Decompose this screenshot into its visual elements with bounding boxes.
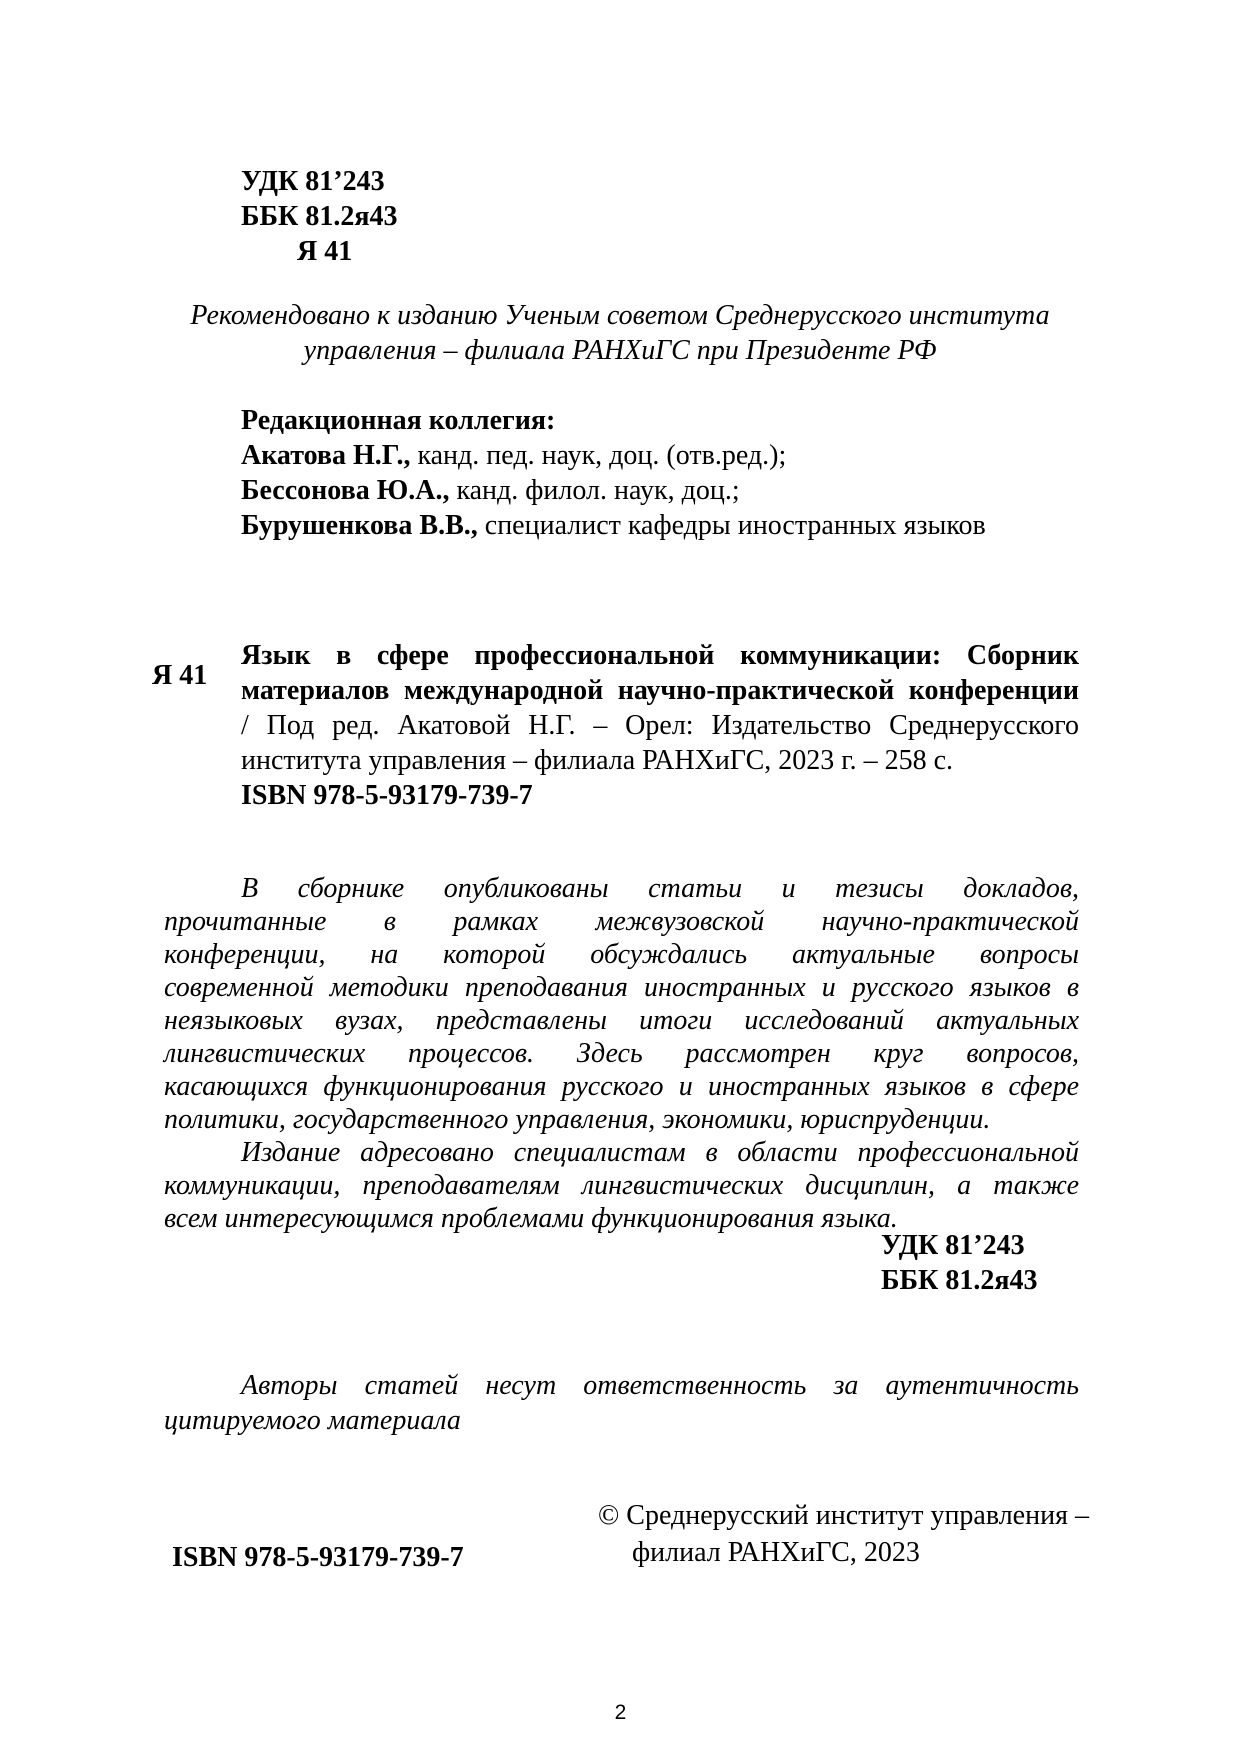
abstract-line: политики, государственного управления, экономики, юриспруденции. — [164, 1104, 991, 1135]
udk-code: УДК 81’243 — [881, 1230, 1025, 1261]
editor-entry — [241, 508, 986, 543]
authors-responsibility-note — [164, 1368, 1079, 1438]
editor-name: Бурушенкова В.В., — [241, 510, 478, 541]
publication-details-line-1: / Под ред. Акатовой Н.Г. – Орел: Издательство Среднерусского — [241, 710, 1079, 741]
isbn-bottom: ISBN 978-5-93179-739-7 — [172, 1542, 464, 1573]
author-mark: Я 41 — [297, 236, 353, 267]
page-number: 2 — [614, 1701, 627, 1724]
bibliographic-author-mark: Я 41 — [152, 660, 208, 691]
book-title-line-2: материалов международной научно-практической конференции — [241, 675, 1079, 706]
recommendation-line-2: управления – филиала РАНХиГС при Президенте РФ — [303, 335, 937, 366]
editorial-board — [241, 403, 986, 543]
publication-details-line-2: института управления – филиала РАНХиГС, 2023 г. – 258 с. — [241, 745, 954, 776]
copyright-line-1: © Среднерусский институт управления – — [598, 1500, 1089, 1531]
copyright-line-2: филиал РАНХиГС, 2023 — [632, 1537, 920, 1568]
editor-name: Бессонова Ю.А., — [241, 475, 450, 506]
isbn: ISBN 978-5-93179-739-7 — [241, 780, 533, 811]
abstract-line: неязыковых вузах, представлены итоги исследований актуальных — [164, 1005, 1079, 1036]
book-title-line-1: Язык в сфере профессиональной коммуникации: Сборник — [241, 640, 1079, 671]
abstract-line: В сборнике опубликованы статьи и тезисы докладов, — [241, 873, 1079, 904]
udk-code: УДК 81’243 — [241, 166, 385, 197]
abstract-line: прочитанные в рамках межвузовской научно-практической — [164, 906, 1079, 937]
bbk-code: ББК 81.2я43 — [241, 201, 398, 232]
editor-role: специалист кафедры иностранных языков — [477, 510, 986, 541]
bibliographic-record — [241, 638, 1079, 813]
authors-note-line-1: Авторы статей несут ответственность за аутентичность — [241, 1370, 1079, 1401]
abstract-line: всем интересующимся проблемами функционирования языка. — [164, 1203, 898, 1234]
abstract-line: коммуникации, преподавателям лингвистических дисциплин, а также — [164, 1170, 1079, 1201]
editor-role: канд. пед. наук, доц. (отв.ред.); — [410, 440, 787, 471]
classification-codes-footer — [881, 1228, 1037, 1298]
authors-note-line-2: цитируемого материала — [164, 1405, 461, 1436]
abstract-line: современной методики преподавания иностранных и русского языков в — [164, 972, 1079, 1003]
recommendation-note — [160, 298, 1080, 368]
abstract-line: конференции, на которой обсуждались актуальные вопросы — [164, 939, 1079, 970]
recommendation-line-1: Рекомендовано к изданию Ученым советом Среднерусского института — [190, 300, 1050, 331]
classification-codes-header — [241, 164, 397, 269]
editor-entry — [241, 473, 986, 508]
editorial-board-heading: Редакционная коллегия: — [241, 405, 556, 436]
abstract-line: лингвистических процессов. Здесь рассмотрен круг вопросов, — [164, 1038, 1079, 1069]
abstract — [164, 872, 1079, 1235]
abstract-line: Издание адресовано специалистам в области профессиональной — [241, 1137, 1079, 1168]
abstract-line: касающихся функционирования русского и иностранных языков в сфере — [164, 1071, 1079, 1102]
editor-entry — [241, 438, 986, 473]
editor-role: канд. филол. наук, доц.; — [449, 475, 740, 506]
bbk-code: ББК 81.2я43 — [881, 1265, 1038, 1296]
copyright-notice — [598, 1497, 1089, 1571]
editor-name: Акатова Н.Г., — [241, 440, 411, 471]
